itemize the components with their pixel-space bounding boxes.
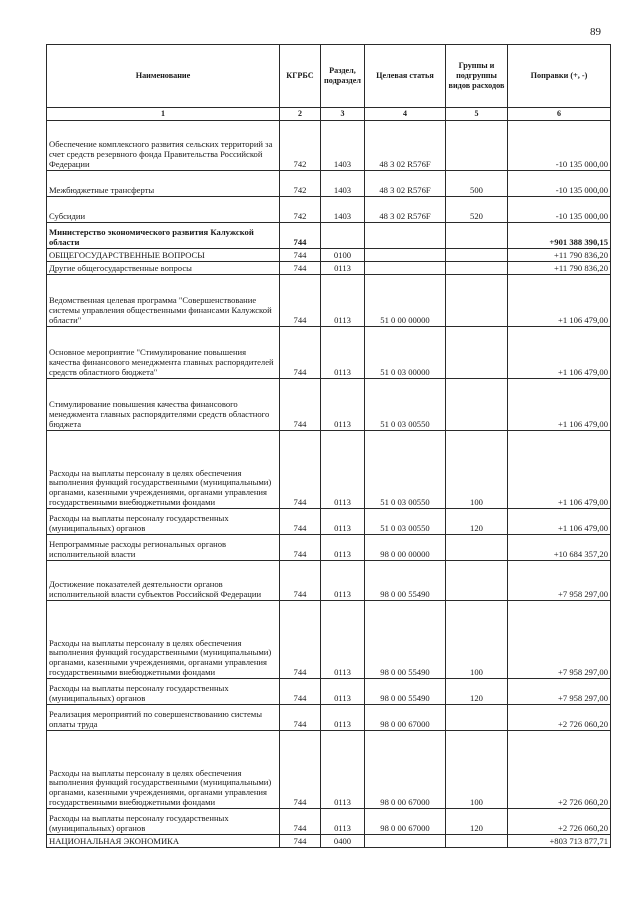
col-header-target: Целевая статья bbox=[365, 45, 446, 108]
cell-section: 0100 bbox=[321, 249, 365, 262]
table-row bbox=[47, 809, 611, 835]
cell-section: 0113 bbox=[321, 509, 365, 535]
cell-group: 120 bbox=[446, 809, 508, 835]
page-number: 89 bbox=[590, 26, 601, 38]
col-header-groups: Группы и подгруппы видов расходов bbox=[446, 45, 508, 108]
cell-group bbox=[446, 705, 508, 731]
cell-kgrbs: 742 bbox=[280, 197, 321, 223]
cell-group bbox=[446, 561, 508, 601]
cell-section: 0113 bbox=[321, 535, 365, 561]
cell-target: 51 0 03 00550 bbox=[365, 379, 446, 431]
cell-group bbox=[446, 249, 508, 262]
cell-section: 0113 bbox=[321, 327, 365, 379]
cell-section: 0113 bbox=[321, 705, 365, 731]
cell-target: 98 0 00 00000 bbox=[365, 535, 446, 561]
table-row bbox=[47, 561, 611, 601]
cell-kgrbs: 744 bbox=[280, 509, 321, 535]
cell-name: Расходы на выплаты персоналу в целях обеспечения выполнения функций государственными (муниципальными) органами, казенными учреждениями, органами управления государственными внебюджетными фондами bbox=[47, 731, 280, 809]
cell-name: Другие общегосударственные вопросы bbox=[47, 262, 280, 275]
cell-name: Межбюджетные трансферты bbox=[47, 171, 280, 197]
cell-group: 120 bbox=[446, 679, 508, 705]
cell-amount: +7 958 297,00 bbox=[508, 601, 611, 679]
cell-section: 1403 bbox=[321, 171, 365, 197]
col-number: 3 bbox=[321, 108, 365, 121]
cell-target: 51 0 03 00000 bbox=[365, 327, 446, 379]
cell-group bbox=[446, 121, 508, 171]
cell-target: 48 3 02 R576F bbox=[365, 171, 446, 197]
cell-kgrbs: 744 bbox=[280, 249, 321, 262]
cell-target: 48 3 02 R576F bbox=[365, 121, 446, 171]
table-row bbox=[47, 431, 611, 509]
cell-kgrbs: 744 bbox=[280, 327, 321, 379]
cell-kgrbs: 744 bbox=[280, 705, 321, 731]
cell-kgrbs: 744 bbox=[280, 809, 321, 835]
cell-name: Субсидии bbox=[47, 197, 280, 223]
cell-group bbox=[446, 535, 508, 561]
cell-group: 520 bbox=[446, 197, 508, 223]
cell-group bbox=[446, 262, 508, 275]
cell-section: 0113 bbox=[321, 731, 365, 809]
cell-name: Стимулирование повышения качества финансового менеджмента главных распорядителями средств областного бюджета bbox=[47, 379, 280, 431]
cell-target: 51 0 03 00550 bbox=[365, 509, 446, 535]
cell-section: 1403 bbox=[321, 197, 365, 223]
cell-group bbox=[446, 835, 508, 848]
cell-kgrbs: 744 bbox=[280, 835, 321, 848]
cell-name: Расходы на выплаты персоналу в целях обеспечения выполнения функций государственными (муниципальными) органами, казенными учреждениями, органами управления государственными внебюджетными фондами bbox=[47, 601, 280, 679]
cell-target: 48 3 02 R576F bbox=[365, 197, 446, 223]
cell-target: 98 0 00 67000 bbox=[365, 705, 446, 731]
cell-name: Основное мероприятие "Стимулирование повышения качества финансового менеджмента главных распорядителей средств областного бюджета" bbox=[47, 327, 280, 379]
table-row bbox=[47, 535, 611, 561]
cell-amount: +901 388 390,15 bbox=[508, 223, 611, 249]
cell-amount: +1 106 479,00 bbox=[508, 431, 611, 509]
cell-section: 1403 bbox=[321, 121, 365, 171]
cell-name: Расходы на выплаты персоналу государственных (муниципальных) органов bbox=[47, 509, 280, 535]
cell-section: 0113 bbox=[321, 809, 365, 835]
cell-target bbox=[365, 835, 446, 848]
cell-target bbox=[365, 223, 446, 249]
cell-group bbox=[446, 379, 508, 431]
cell-amount: +11 790 836,20 bbox=[508, 249, 611, 262]
cell-target bbox=[365, 262, 446, 275]
cell-kgrbs: 744 bbox=[280, 431, 321, 509]
cell-section: 0113 bbox=[321, 601, 365, 679]
cell-amount: +7 958 297,00 bbox=[508, 561, 611, 601]
table-row bbox=[47, 679, 611, 705]
cell-target: 51 0 03 00550 bbox=[365, 431, 446, 509]
col-number: 5 bbox=[446, 108, 508, 121]
cell-name: Расходы на выплаты персоналу государственных (муниципальных) органов bbox=[47, 809, 280, 835]
cell-section: 0113 bbox=[321, 561, 365, 601]
table-row bbox=[47, 249, 611, 262]
cell-kgrbs: 742 bbox=[280, 121, 321, 171]
table-row bbox=[47, 262, 611, 275]
cell-kgrbs: 744 bbox=[280, 275, 321, 327]
cell-target: 98 0 00 55490 bbox=[365, 561, 446, 601]
cell-section: 0113 bbox=[321, 275, 365, 327]
cell-group: 500 bbox=[446, 171, 508, 197]
table-row bbox=[47, 379, 611, 431]
cell-name: Достижение показателей деятельности органов исполнительной власти субъектов Российской Федерации bbox=[47, 561, 280, 601]
cell-target: 98 0 00 55490 bbox=[365, 601, 446, 679]
cell-kgrbs: 744 bbox=[280, 379, 321, 431]
cell-group: 100 bbox=[446, 731, 508, 809]
cell-section: 0113 bbox=[321, 431, 365, 509]
cell-group: 120 bbox=[446, 509, 508, 535]
cell-kgrbs: 744 bbox=[280, 731, 321, 809]
table-row bbox=[47, 835, 611, 848]
cell-section: 0113 bbox=[321, 262, 365, 275]
column-number-row bbox=[47, 108, 611, 121]
col-number: 4 bbox=[365, 108, 446, 121]
cell-amount: +2 726 060,20 bbox=[508, 809, 611, 835]
table-body bbox=[47, 121, 611, 848]
cell-name: ОБЩЕГОСУДАРСТВЕННЫЕ ВОПРОСЫ bbox=[47, 249, 280, 262]
cell-group bbox=[446, 327, 508, 379]
cell-name: Ведомственная целевая программа "Совершенствование системы управления общественными финансами Калужской области" bbox=[47, 275, 280, 327]
cell-target: 98 0 00 67000 bbox=[365, 809, 446, 835]
cell-amount: -10 135 000,00 bbox=[508, 197, 611, 223]
cell-amount: +2 726 060,20 bbox=[508, 731, 611, 809]
cell-target: 98 0 00 67000 bbox=[365, 731, 446, 809]
cell-name: Расходы на выплаты персоналу в целях обеспечения выполнения функций государственными (муниципальными) органами, казенными учреждениями, органами управления государственными внебюджетными фондами bbox=[47, 431, 280, 509]
cell-group bbox=[446, 223, 508, 249]
table-row bbox=[47, 223, 611, 249]
cell-group bbox=[446, 275, 508, 327]
cell-kgrbs: 744 bbox=[280, 535, 321, 561]
col-header-kgrbs: КГРБС bbox=[280, 45, 321, 108]
col-number: 1 bbox=[47, 108, 280, 121]
cell-amount: +1 106 479,00 bbox=[508, 327, 611, 379]
cell-amount: -10 135 000,00 bbox=[508, 171, 611, 197]
cell-section bbox=[321, 223, 365, 249]
col-number: 2 bbox=[280, 108, 321, 121]
col-number: 6 bbox=[508, 108, 611, 121]
cell-kgrbs: 744 bbox=[280, 561, 321, 601]
cell-amount: +10 684 357,20 bbox=[508, 535, 611, 561]
cell-kgrbs: 744 bbox=[280, 223, 321, 249]
table-row bbox=[47, 509, 611, 535]
cell-name: Обеспечение комплексного развития сельских территорий за счет средств резервного фонда Правительства Российской Федерации bbox=[47, 121, 280, 171]
cell-amount: +1 106 479,00 bbox=[508, 509, 611, 535]
cell-target bbox=[365, 249, 446, 262]
cell-kgrbs: 742 bbox=[280, 171, 321, 197]
table-row bbox=[47, 705, 611, 731]
table-row bbox=[47, 601, 611, 679]
table-row bbox=[47, 197, 611, 223]
cell-kgrbs: 744 bbox=[280, 601, 321, 679]
table-row bbox=[47, 275, 611, 327]
col-header-name: Наименование bbox=[47, 45, 280, 108]
cell-amount: +7 958 297,00 bbox=[508, 679, 611, 705]
table-row bbox=[47, 731, 611, 809]
cell-name: Расходы на выплаты персоналу государственных (муниципальных) органов bbox=[47, 679, 280, 705]
cell-amount: +803 713 877,71 bbox=[508, 835, 611, 848]
cell-section: 0113 bbox=[321, 679, 365, 705]
table-row bbox=[47, 171, 611, 197]
cell-section: 0400 bbox=[321, 835, 365, 848]
cell-amount: -10 135 000,00 bbox=[508, 121, 611, 171]
cell-group: 100 bbox=[446, 431, 508, 509]
cell-target: 51 0 00 00000 bbox=[365, 275, 446, 327]
cell-amount: +1 106 479,00 bbox=[508, 275, 611, 327]
cell-amount: +2 726 060,20 bbox=[508, 705, 611, 731]
cell-name: Непрограммные расходы региональных органов исполнительной власти bbox=[47, 535, 280, 561]
header-row bbox=[47, 45, 611, 108]
col-header-amend: Поправки (+, -) bbox=[508, 45, 611, 108]
col-header-section: Раздел, подраздел bbox=[321, 45, 365, 108]
cell-target: 98 0 00 55490 bbox=[365, 679, 446, 705]
budget-amendments-table bbox=[46, 44, 611, 848]
cell-amount: +11 790 836,20 bbox=[508, 262, 611, 275]
table-row bbox=[47, 327, 611, 379]
cell-section: 0113 bbox=[321, 379, 365, 431]
cell-kgrbs: 744 bbox=[280, 679, 321, 705]
cell-name: Реализация мероприятий по совершенствованию системы оплаты труда bbox=[47, 705, 280, 731]
cell-amount: +1 106 479,00 bbox=[508, 379, 611, 431]
cell-kgrbs: 744 bbox=[280, 262, 321, 275]
cell-group: 100 bbox=[446, 601, 508, 679]
cell-name: Министерство экономического развития Калужской области bbox=[47, 223, 280, 249]
table-row bbox=[47, 121, 611, 171]
cell-name: НАЦИОНАЛЬНАЯ ЭКОНОМИКА bbox=[47, 835, 280, 848]
